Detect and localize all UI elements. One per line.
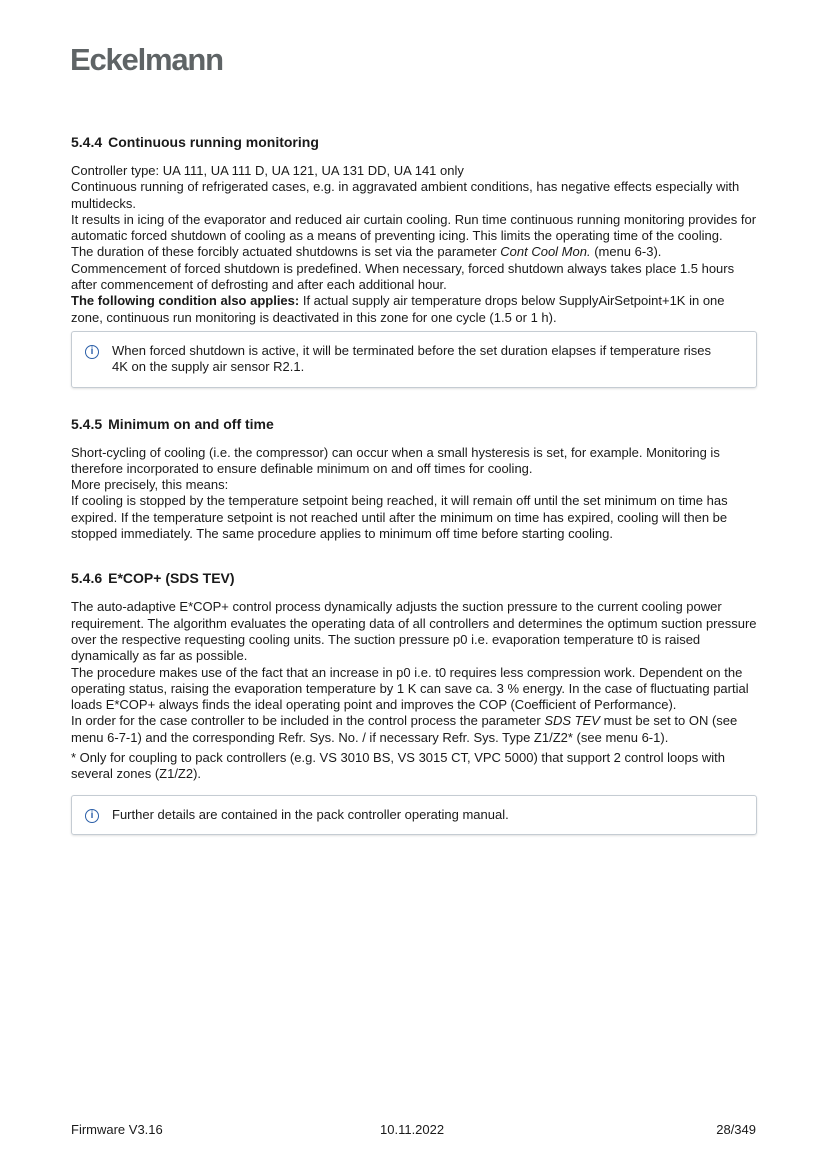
info-note: i When forced shutdown is active, it will be terminated before the set duration elapses if temperature rises 4K on the supply air sensor R2.1. bbox=[71, 331, 757, 388]
paragraph: The procedure makes use of the fact that an increase in p0 i.e. t0 requires less compression work. Dependent on the operating status, raising the evaporation temperature by 1 K can save ca. 3 % energy. In the case of fluctuating partial loads E*COP+ always finds the ideal operating point and improves the COP (Coefficient of Performance). bbox=[71, 664, 749, 713]
paragraph: The auto-adaptive E*COP+ control process dynamically adjusts the suction pressure to the current cooling power requirement. The algorithm evaluates the operating data of all controllers and determines the optimum suction pressure over the respective requesting cooling units. The suction pressure p0 i.e. evaporation temperature t0 is raised dynamically as far as possible. bbox=[71, 599, 757, 664]
content bbox=[71, 133, 757, 835]
info-note: i Further details are contained in the pack controller operating manual. bbox=[71, 795, 757, 835]
section-heading: 5.4.6 E*COP+ (SDS TEV) bbox=[71, 570, 235, 587]
paragraph: Continuous running of refrigerated cases, e.g. in aggravated ambient conditions, has negative effects especially with multidecks. bbox=[71, 179, 740, 211]
paragraph: Controller type: UA 111, UA 111 D, UA 121, UA 131 DD, UA 141 only bbox=[71, 163, 464, 178]
paragraph: It results in icing of the evaporator and reduced air curtain cooling. Run time continuous running monitoring provides for automatic forced shutdown of cooling as a means of preventing icing. This limits the operating time of the cooling. bbox=[71, 211, 757, 244]
section-heading: 5.4.5 Minimum on and off time bbox=[71, 415, 274, 432]
footer-date: 10.11.2022 bbox=[380, 1122, 445, 1137]
footnote: * Only for coupling to pack controllers (e.g. VS 3010 BS, VS 3015 CT, VPC 5000) that support 2 control loops with several zones (Z1/Z2). bbox=[71, 750, 725, 782]
footer-page-number: 28/349 bbox=[716, 1122, 756, 1137]
section-heading: 5.4.4 Continuous running monitoring bbox=[71, 134, 319, 150]
footer-firmware: Firmware V3.16 bbox=[71, 1122, 163, 1137]
paragraph: Commencement of forced shutdown is predefined. When necessary, forced shutdown always takes place 1.5 hours after commencement of defrosting and after each additional hour. bbox=[71, 260, 735, 293]
paragraph: If cooling is stopped by the temperature setpoint being reached, it will remain off until the set minimum on time has expired. If the temperature setpoint is not reached until after the minimum on time has expired, cooling will then be stopped immediately. The same procedure applies to minimum off time before starting cooling. bbox=[71, 493, 728, 542]
section-5-4-4 bbox=[71, 133, 757, 388]
section-5-4-5 bbox=[71, 415, 757, 543]
info-icon: i bbox=[85, 345, 99, 359]
paragraph: The following condition also applies: If actual supply air temperature drops below SupplyAirSetpoint+1K in one zone, continuous run monitoring is deactivated in this zone for one cycle (1.5 or 1 h). bbox=[71, 293, 725, 325]
eckelmann-logo: Eckelmann bbox=[70, 42, 223, 77]
paragraph: More precisely, this means: bbox=[71, 477, 229, 493]
paragraph: In order for the case controller to be included in the control process the parameter SDS TEV must be set to ON (see menu 6-7-1) and the corresponding Refr. Sys. No. / if necessary Refr. Sys. Type Z1/Z2* (see menu 6-1). bbox=[71, 713, 738, 745]
info-icon: i bbox=[85, 809, 99, 823]
paragraph: Short-cycling of cooling (i.e. the compressor) can occur when a small hysteresis is set, for example. Monitoring is therefore incorporated to ensure definable minimum on and off times for cooling. bbox=[71, 444, 720, 476]
section-5-4-6 bbox=[71, 569, 757, 835]
paragraph: The duration of these forcibly actuated shutdowns is set via the parameter Cont Cool Mon. (menu 6-3). bbox=[71, 244, 662, 260]
